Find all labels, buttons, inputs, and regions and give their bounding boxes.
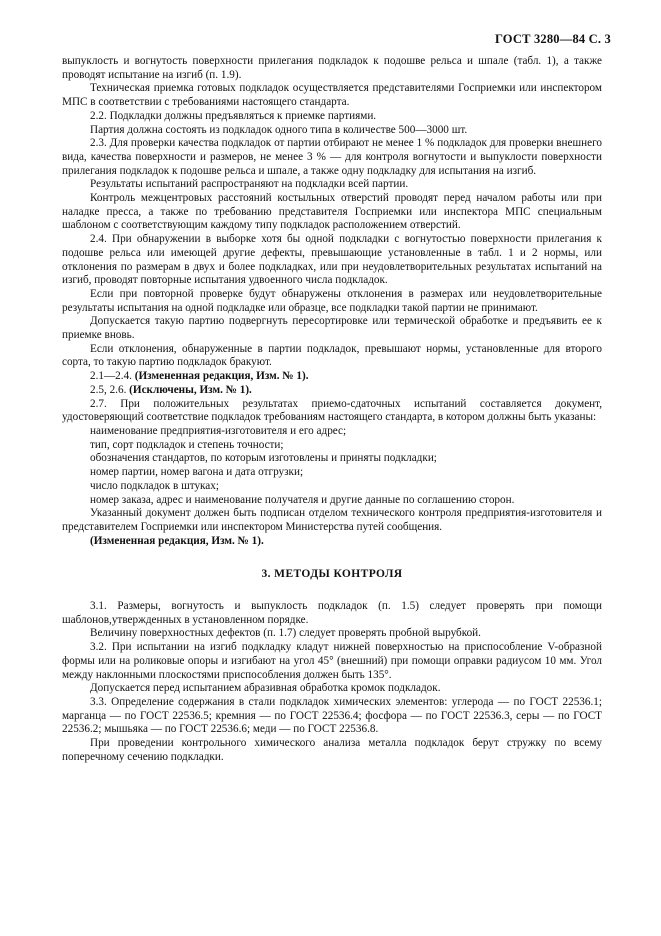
paragraph: 2.3. Для проверки качества подкладок от партии отбирают не менее 1 % подкладок для проверки внешнего вида, качества поверхности и размеров, не менее 3 % — для контроля вогнутости и выпуклости поверхности прилегания подкладок к подошве рельса и шпале, а также одну подкладку для испытания на изгиб.	[62, 137, 602, 177]
list-item: наименование предприятия-изготовителя и его адрес;	[90, 424, 347, 437]
document-body	[62, 55, 602, 764]
list-item: тип, сорт подкладок и степень точности;	[90, 438, 284, 451]
list-item: номер заказа, адрес и наименование получателя и другие данные по соглашению сторон.	[90, 493, 515, 506]
paragraph: Допускается такую партию подвергнуть пересортировке или термической обработке и предъявить ее к приемке вновь.	[62, 315, 602, 342]
edit-note-prefix: 2.5, 2.6.	[90, 383, 130, 396]
paragraph: Указанный документ должен быть подписан отделом технического контроля предприятия-изготовителя и представителем Госприемки или инспектором Министерства путей сообщения.	[62, 507, 602, 533]
paragraph: 2.2. Подкладки должны предъявляться к приемке партиями.	[90, 109, 377, 122]
paragraph: Допускается перед испытанием абразивная обработка кромок подкладок.	[90, 682, 441, 695]
paragraph: 2.4. При обнаружении в выборке хотя бы одной подкладки с вогнутостью поверхности прилегания к подошве рельса или имеющей другие дефекты, превышающие установленные в табл. 1 и 2 нормы, или отклонения по размерам в двух и более подкладках, или при неудовлетворительных результатах испытаний на изгиб, проводят повторные испытания удвоенного числа подкладок.	[62, 233, 602, 287]
edit-note-prefix: 2.1—2.4.	[90, 370, 135, 383]
section-title: 3. МЕТОДЫ КОНТРОЛЯ	[261, 568, 403, 581]
edit-note	[62, 370, 602, 384]
paragraph: 3.2. При испытании на изгиб подкладку кладут нижней поверхностью на приспособление V-образной формы или на роликовые опоры и изгибают на угол 45° (внешний) при помощи оправки радиусом 10 мм. Угол между наклонными плоскостями приспособления должен быть 135°.	[62, 641, 602, 681]
paragraph: Если при повторной проверке будут обнаружены отклонения в размерах или неудовлетворительные результаты испытания на одной подкладке или образце, все подкладки такой партии не принимают.	[62, 287, 602, 314]
edit-note-text: (Измененная редакция, Изм. № 1).	[134, 370, 309, 383]
paragraph: 3.1. Размеры, вогнутость и выпуклость подкладок (п. 1.5) следует проверять при помощи шаблонов,утвержденных в установленном порядке.	[62, 600, 602, 626]
paragraph: Результаты испытаний распространяют на подкладки всей партии.	[90, 178, 409, 191]
paragraph: Контроль межцентровых расстояний костыльных отверстий проводят перед началом работы или при наладке пресса, а также по требованию представителя Госприемки или инспектора МПС специальным шаблоном с соответствующим каждому типу подкладок расположением отверстий.	[62, 192, 602, 232]
list-item: число подкладок в штуках;	[90, 479, 219, 492]
paragraph: выпуклость и вогнутость поверхности прилегания подкладок к подошве рельса и шпале (табл. 1), а также проводят испытание на изгиб (п. 1.9).	[62, 55, 602, 81]
list-item: номер партии, номер вагона и дата отгрузки;	[90, 466, 304, 479]
paragraph: Величину поверхностных дефектов (п. 1.7) следует проверять пробной вырубкой.	[90, 627, 481, 640]
paragraph: При проведении контрольного химического анализа металла подкладок берут стружку по всему поперечному сечению подкладки.	[62, 737, 602, 763]
edit-note	[62, 384, 602, 398]
edit-note-text: (Исключены, Изм. № 1).	[129, 383, 252, 396]
paragraph: Если отклонения, обнаруженные в партии подкладок, превышают нормы, установленные для второго сорта, то такую партию подкладок бракуют.	[62, 342, 602, 369]
paragraph: 3.3. Определение содержания в стали подкладок химических элементов: углерода — по ГОСТ 22536.1; марганца — по ГОСТ 22536.5; кремния — по ГОСТ 22536.4; фосфора — по ГОСТ 22536.3, серы — по ГОСТ 22536.2; мышьяка — по ГОСТ 22536.6; меди — по ГОСТ 22536.8.	[62, 695, 602, 736]
paragraph: Партия должна состоять из подкладок одного типа в количестве 500—3000 шт.	[90, 123, 468, 136]
edit-note: (Измененная редакция, Изм. № 1).	[90, 534, 264, 547]
paragraph: Техническая приемка готовых подкладок осуществляется представителями Госприемки или инспектором МПС в соответствии с требованиями настоящего стандарта.	[62, 82, 602, 109]
paragraph: 2.7. При положительных результатах приемо-сдаточных испытаний составляется документ, удостоверяющий соответствие подкладок требованиям настоящего стандарта, в котором должны быть указаны:	[62, 397, 602, 424]
page-header: ГОСТ 3280—84 С. 3	[494, 32, 611, 46]
list-item: обозначения стандартов, по которым изготовлены и приняты подкладки;	[90, 452, 437, 465]
